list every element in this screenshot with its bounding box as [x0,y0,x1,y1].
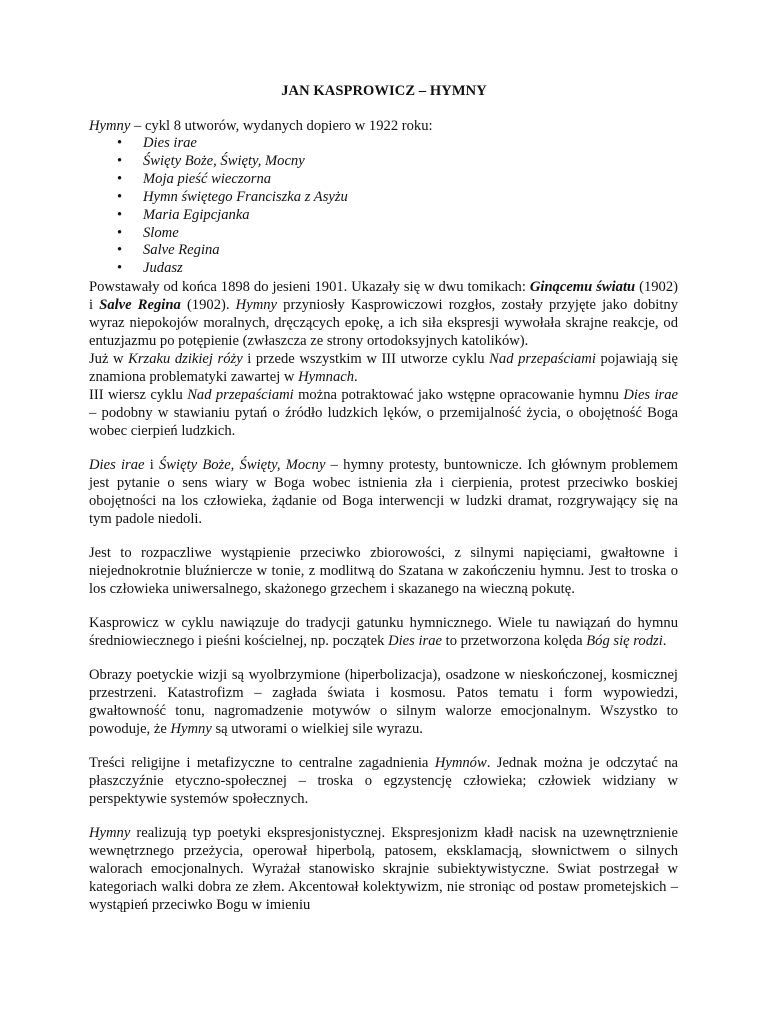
paragraph-despair: Jest to rozpaczliwe wystąpienie przeciwko zbiorowości, z silnymi napięciami, gwałtowne i niejednokrotnie bluźniercze w tonie, z modlitwą do Szatana w zakończeniu hymnu. Jest to troska o los człowieka uniwersalnego, skażonego grzechem i skazanego na wieczną pokutę. [89,545,678,598]
list-item: • Moja pieść wieczorna [117,170,272,187]
bullet-icon: • [117,170,123,187]
paragraph-protest: Dies irae i Święty Boże, Święty, Mocny – hymny protesty, buntownicze. Ich głównym problemem jest pytanie o sens wiary w Boga wobec istnienia zła i cierpienia, protest przeciwko boskiej obojętności na los człowieka, żądanie od Boga interwencji w ludzki dramat, rozgrywający się na tym padole niedoli. [89,457,678,528]
paragraph-themes: Treści religijne i metafizyczne to centralne zagadnienia Hymnów. Jednak można je odczytać na płaszczyźnie etyczno-społecznej – troska o egzystencję człowieka; człowiek widziany w perspektywie systemów społecznych. [89,755,678,808]
list-item: • Hymn świętego Franciszka z Asyżu [117,188,348,205]
list-item: • Dies irae [117,135,197,151]
list-item: • Judasz [117,260,183,277]
list-item: • Maria Egipcjanka [117,206,250,223]
intro-line [89,117,678,135]
bullet-icon: • [117,242,123,259]
paragraph-imagery: Obrazy poetyckie wizji są wyolbrzymione (hiperbolizacja), osadzone w nieskończonej, kosmicznej przestrzeni. Katastrofizm – zagłada świata i kosmosu. Patos tematu i form wypowiedzi, gwałtowność tonu, nagromadzenie motywów o silnym walorze emocjonalnym. Wszystko to powoduje, że Hymny są utworami o wielkiej sile wyrazu. [89,667,678,738]
bullet-icon: • [117,152,123,169]
paragraph-origin: Powstawały od końca 1898 do jesieni 1901. Ukazały się w dwu tomikach: Ginącemu światu (1902) i Salve Regina (1902). Hymny przyniosły Kasprowiczowi rozgłos, zostały przyjęte jako dobitny wyraz niepokojów moralnych, dręczących epokę, a ich siła ekspresji wywołała skrajne reakcje, od entuzjazmu po potępienie (zwłaszcza ze strony ortodoksyjnych katolików). [89,279,679,350]
list-item: • Salve Regina [117,242,220,259]
intro-title: Hymny [89,118,131,134]
document-body [89,117,678,914]
list-item: • Święty Boże, Święty, Mocny [117,152,305,169]
paragraph-draft: III wiersz cyklu Nad przepaściami można potraktować jako wstępne opracowanie hymnu Dies irae – podobny w stawianiu pytań o źródło ludzkich lęków, o przemijalność życia, o obojętność Boga wobec cierpień ludzkich. [89,387,678,440]
paragraph-tradition: Kasprowicz w cyklu nawiązuje do tradycji gatunku hymnicznego. Wiele tu nawiązań do hymnu średniowiecznego i pieśni kościelnej, np. początek Dies irae to przetworzona kolęda Bóg się rodzi. [89,615,678,650]
bullet-icon: • [117,224,123,241]
paragraph-antecedents: Już w Krzaku dzikiej róży i przede wszystkim w III utworze cyklu Nad przepaściami pojawiają się znamiona problematyki zawartej w Hymnach. [89,351,678,386]
paragraph-expressionism: Hymny realizują typ poetyki ekspresjonistycznej. Ekspresjonizm kładł nacisk na uzewnętrznienie wewnętrznego przeżycia, operował hiperbolą, patosem, eksklamacją, słownictwem o silnych walorach emocjonalnych. Wyrażał stanowisko skrajnie subiektywistyczne. Swiat postrzegał w kategoriach walki dobra ze złem. Akcentował kolektywizm, nie stroniąc od postaw prometejskich – wystąpień przeciwko Bogu w imieniu [89,825,678,914]
document-title: JAN KASPROWICZ – HYMNY [281,83,487,99]
hymn-list [89,135,678,278]
intro-text: – cykl 8 utworów, wydanych dopiero w 1922 roku: [130,118,433,134]
bullet-icon: • [117,188,123,205]
bullet-icon: • [117,206,123,223]
bullet-icon: • [117,260,123,277]
bullet-icon: • [117,135,123,151]
list-item: • Slome [117,224,179,241]
